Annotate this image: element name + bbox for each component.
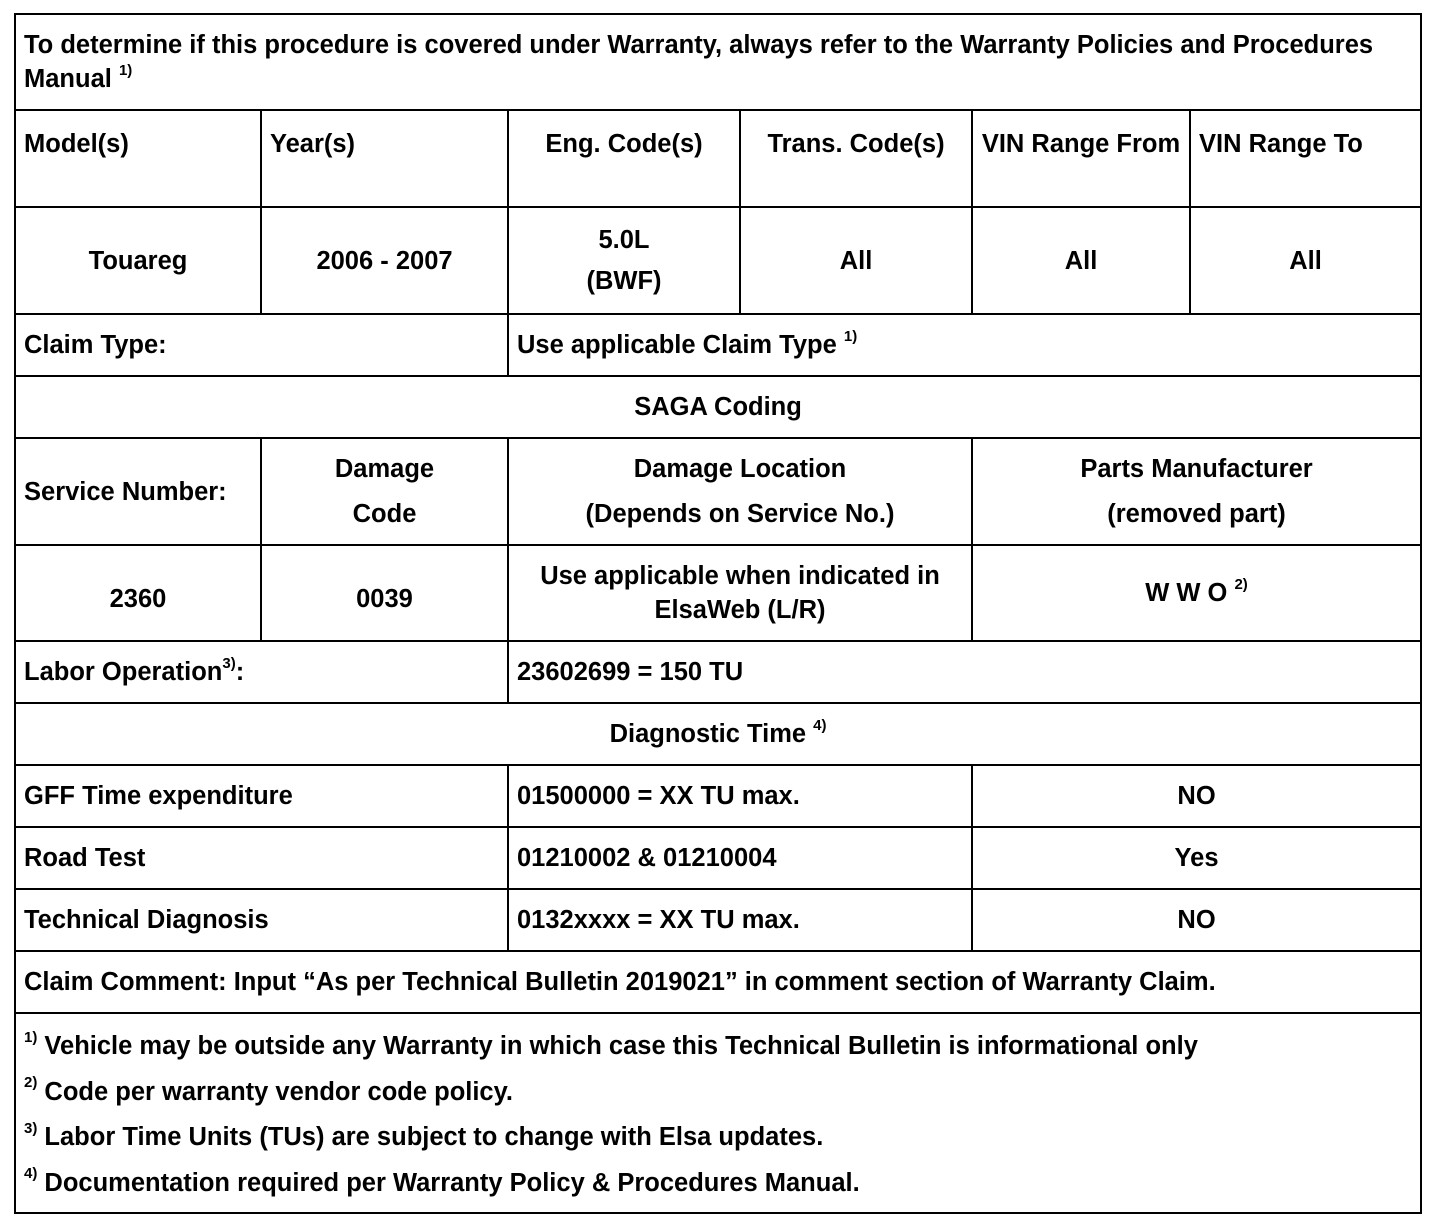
diagnostic-row-code: 0132xxxx = XX TU max.: [508, 889, 972, 951]
footnote-text: Documentation required per Warranty Policy & Procedures Manual.: [37, 1168, 860, 1197]
diagnostic-title-row: [15, 703, 1421, 765]
claim-type-value-cell: [508, 314, 1421, 376]
header-eng-codes: Eng. Code(s): [508, 110, 740, 207]
labor-row: [15, 641, 1421, 703]
claim-type-value: Use applicable Claim Type: [517, 331, 837, 359]
diagnostic-row-value: Yes: [972, 827, 1421, 889]
vehicle-eng-code: [508, 207, 740, 314]
claim-type-label: Claim Type:: [15, 314, 508, 376]
diagnostic-row-name: GFF Time expenditure: [15, 765, 508, 827]
footnote-text: Code per warranty vendor code policy.: [37, 1077, 513, 1106]
damage-code-header-line1: Damage: [334, 454, 435, 483]
header-vin-from: VIN Range From: [972, 110, 1190, 207]
saga-title: SAGA Coding: [15, 376, 1421, 438]
parts-manufacturer-value-cell: [972, 545, 1421, 641]
damage-location-header-line2: (Depends on Service No.): [585, 499, 895, 528]
footnote-number: 2): [24, 1074, 38, 1091]
diagnostic-row-code: 01500000 = XX TU max.: [508, 765, 972, 827]
header-models: Model(s): [15, 110, 261, 207]
saga-header-row: [15, 438, 1421, 545]
intro-cell: [15, 14, 1421, 110]
service-number-label: Service Number:: [15, 438, 261, 545]
diagnostic-title: Diagnostic Time: [609, 720, 807, 748]
diagnostic-row: [15, 827, 1421, 889]
header-vin-to: VIN Range To: [1190, 110, 1421, 207]
header-years: Year(s): [261, 110, 508, 207]
damage-location-value: Use applicable when indicated in ElsaWeb (L/R): [508, 545, 972, 641]
labor-value: 23602699 = 150 TU: [508, 641, 1421, 703]
vehicle-vin-to: All: [1190, 207, 1421, 314]
claim-type-row: [15, 314, 1421, 376]
labor-footnote-ref: 3): [222, 654, 236, 672]
warranty-table: [14, 13, 1422, 1214]
vehicle-years: 2006 - 2007: [261, 207, 508, 314]
warranty-table-document: [14, 13, 1420, 1210]
claim-comment-row: [15, 951, 1421, 1013]
diagnostic-row: [15, 889, 1421, 951]
parts-manufacturer-value: W W O: [1145, 579, 1228, 607]
diagnostic-row-value: NO: [972, 765, 1421, 827]
claim-type-footnote-ref: 1): [843, 327, 858, 345]
labor-label: Labor Operation: [24, 658, 223, 686]
damage-location-header: [508, 438, 972, 545]
footnote-text: Labor Time Units (TUs) are subject to change with Elsa updates.: [37, 1123, 824, 1151]
vehicle-model: Touareg: [15, 207, 261, 314]
diagnostic-row-name: Technical Diagnosis: [15, 889, 508, 951]
labor-label-cell: [15, 641, 508, 703]
header-trans-codes: Trans. Code(s): [740, 110, 972, 207]
footnote: [24, 1070, 1412, 1116]
damage-code-header: [261, 438, 508, 545]
saga-value-row: [15, 545, 1421, 641]
diagnostic-row: [15, 765, 1421, 827]
service-number-value: 2360: [15, 545, 261, 641]
labor-colon: :: [235, 658, 245, 686]
intro-footnote-ref: 1): [118, 61, 133, 79]
footnote-number: 3): [24, 1119, 38, 1137]
vehicle-vin-from: All: [972, 207, 1190, 314]
footnote-number: 1): [24, 1028, 38, 1046]
vehicle-trans: All: [740, 207, 972, 314]
footnotes-row: [15, 1013, 1421, 1213]
diagnostic-row-name: Road Test: [15, 827, 508, 889]
intro-row: [15, 14, 1421, 110]
diagnostic-row-value: NO: [972, 889, 1421, 951]
damage-code-value: 0039: [261, 545, 508, 641]
parts-manufacturer-header-line1: Parts Manufacturer: [1080, 454, 1313, 483]
footnote-text: Vehicle may be outside any Warranty in which case this Technical Bulletin is informational only: [37, 1032, 1198, 1060]
vehicle-row: [15, 207, 1421, 314]
footnotes-cell: [15, 1013, 1421, 1213]
eng-code-line2: (BWF): [586, 266, 662, 295]
eng-code-line1: 5.0L: [598, 225, 650, 254]
intro-text: To determine if this procedure is covered under Warranty, always refer to the Warranty Policies and Procedures Manual: [24, 31, 1374, 93]
header-row: [15, 110, 1421, 207]
footnote: [24, 1161, 1412, 1207]
footnote-number: 4): [24, 1165, 38, 1182]
footnote: [24, 1115, 1412, 1161]
damage-location-header-line1: Damage Location: [633, 454, 847, 483]
claim-comment: Claim Comment: Input “As per Technical Bulletin 2019021” in comment section of Warranty Claim.: [15, 951, 1421, 1013]
damage-code-header-line2: Code: [352, 499, 417, 528]
diagnostic-title-cell: [15, 703, 1421, 765]
parts-manufacturer-header: [972, 438, 1421, 545]
parts-footnote-ref: 2): [1234, 575, 1248, 593]
parts-manufacturer-header-line2: (removed part): [1107, 499, 1286, 528]
diagnostic-footnote-ref: 4): [813, 716, 827, 734]
diagnostic-row-code: 01210002 & 01210004: [508, 827, 972, 889]
footnote: [24, 1024, 1412, 1070]
saga-title-row: [15, 376, 1421, 438]
